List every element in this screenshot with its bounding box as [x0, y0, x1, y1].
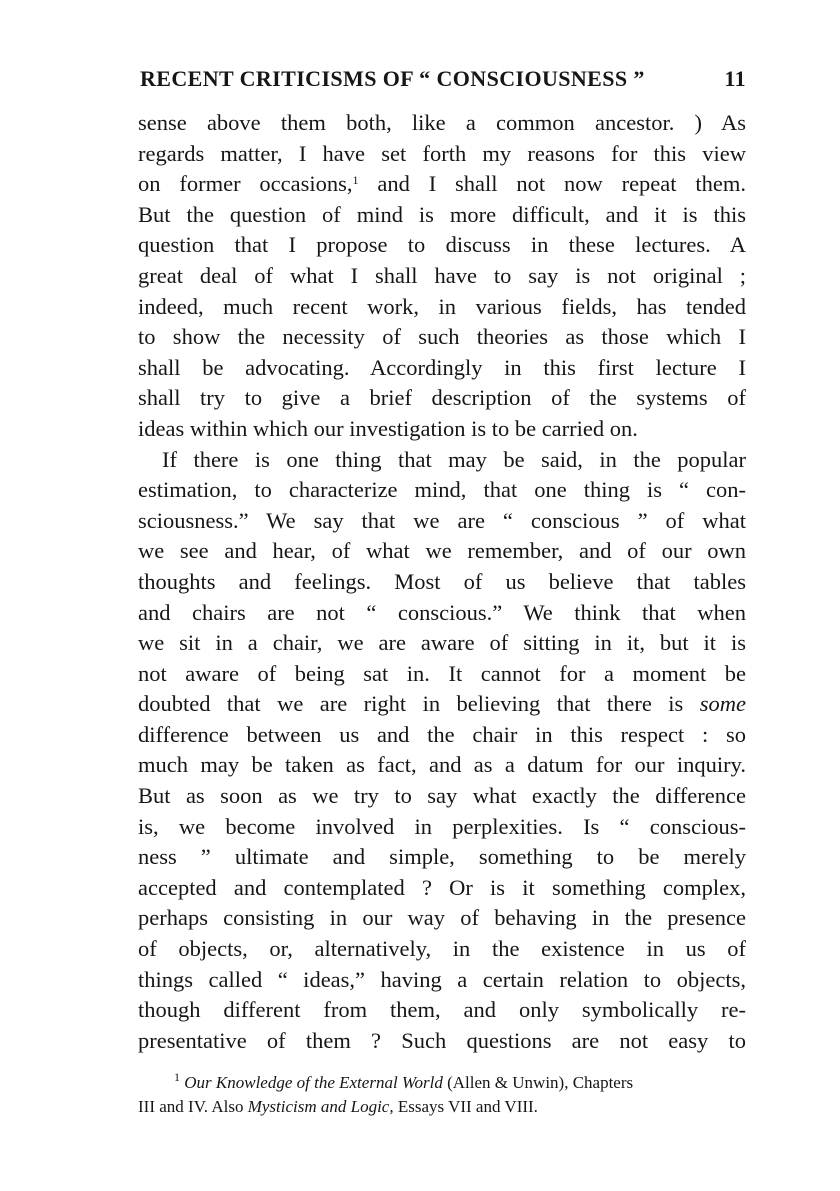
text-line: much may be taken as fact, and as a datum for our inquiry. — [138, 752, 746, 778]
text-line: regards matter, I have set forth my reasons for this view — [138, 140, 746, 166]
body-text — [138, 108, 746, 1056]
text-line: things called “ ideas,” having a certain relation to objects, — [138, 966, 746, 992]
text-line: difference between us and the chair in this respect : so — [138, 721, 746, 747]
emphasis: some — [699, 691, 746, 717]
text-line: ness ” ultimate and simple, something to be merely — [138, 844, 746, 870]
paragraph-1 — [138, 108, 746, 445]
footnote — [138, 1071, 746, 1119]
text-line: of objects, or, alternatively, in the existence in us of — [138, 936, 746, 962]
text-line: shall try to give a brief description of the systems of — [138, 385, 746, 411]
text-line: But the question of mind is more difficult, and it is this — [138, 201, 746, 227]
text-line: indeed, much recent work, in various fields, has tended — [138, 293, 746, 319]
footnote-line — [138, 1095, 746, 1119]
text-line: But as soon as we try to say what exactly the difference — [138, 783, 746, 809]
paragraph-2 — [138, 445, 746, 1057]
text-line: presentative of them ? Such questions are not easy to — [138, 1027, 746, 1053]
text-line: thoughts and feelings. Most of us believe that tables — [138, 568, 746, 594]
text-line: not aware of being sat in. It cannot for a moment be — [138, 660, 746, 686]
text-line: shall be advocating. Accordingly in this first lecture I — [138, 354, 746, 380]
text-line: estimation, to characterize mind, that one thing is “ con- — [138, 477, 746, 503]
text-line: accepted and contemplated ? Or is it something complex, — [138, 874, 746, 900]
text-line: we sit in a chair, we are aware of sitting in it, but it is — [138, 630, 746, 656]
text-line: to show the necessity of such theories as those which I — [138, 324, 746, 350]
footnote-text: III and IV. Also — [138, 1097, 248, 1116]
text-line — [138, 169, 746, 200]
text-line: and chairs are not “ conscious.” We think that when — [138, 599, 746, 625]
text-line: great deal of what I shall have to say is not original ; — [138, 262, 746, 288]
text-segment: doubted that we are right in believing that there is — [138, 691, 700, 717]
text-line — [138, 689, 746, 720]
cited-work-title: Our Knowledge of the External World — [184, 1073, 443, 1092]
text-segment: on former occasions, — [138, 171, 353, 197]
running-header — [140, 66, 746, 92]
cited-work-title: Mysticism and Logic, — [247, 1097, 394, 1116]
text-line: is, we become involved in perplexities. Is “ conscious- — [138, 813, 746, 839]
footnote-marker: 1 — [174, 1070, 180, 1084]
footnote-text: Essays VII and VIII. — [393, 1097, 538, 1116]
text-line: though different from them, and only symbolically re- — [138, 997, 746, 1023]
text-line: sense above them both, like a common ancestor. ) As — [138, 110, 746, 135]
text-line: sciousness.” We say that we are “ conscious ” of what — [138, 507, 746, 533]
footnote-text: (Allen & Unwin), Chapters — [442, 1073, 634, 1092]
text-segment: and I shall not now repeat them. — [358, 171, 746, 197]
text-line: If there is one thing that may be said, in the popular — [162, 446, 746, 472]
footnote-reference: 1 — [352, 173, 359, 188]
header-title: RECENT CRITICISMS OF “ CONSCIOUSNESS ” — [140, 66, 645, 91]
text-line: we see and hear, of what we remember, and of our own — [138, 538, 746, 564]
footnote-line — [138, 1071, 746, 1095]
page-number: 11 — [724, 66, 746, 91]
text-line: perhaps consisting in our way of behaving in the presence — [138, 905, 746, 931]
text-line: question that I propose to discuss in these lectures. A — [138, 232, 746, 258]
text-line: ideas within which our investigation is to be carried on. — [138, 415, 638, 441]
